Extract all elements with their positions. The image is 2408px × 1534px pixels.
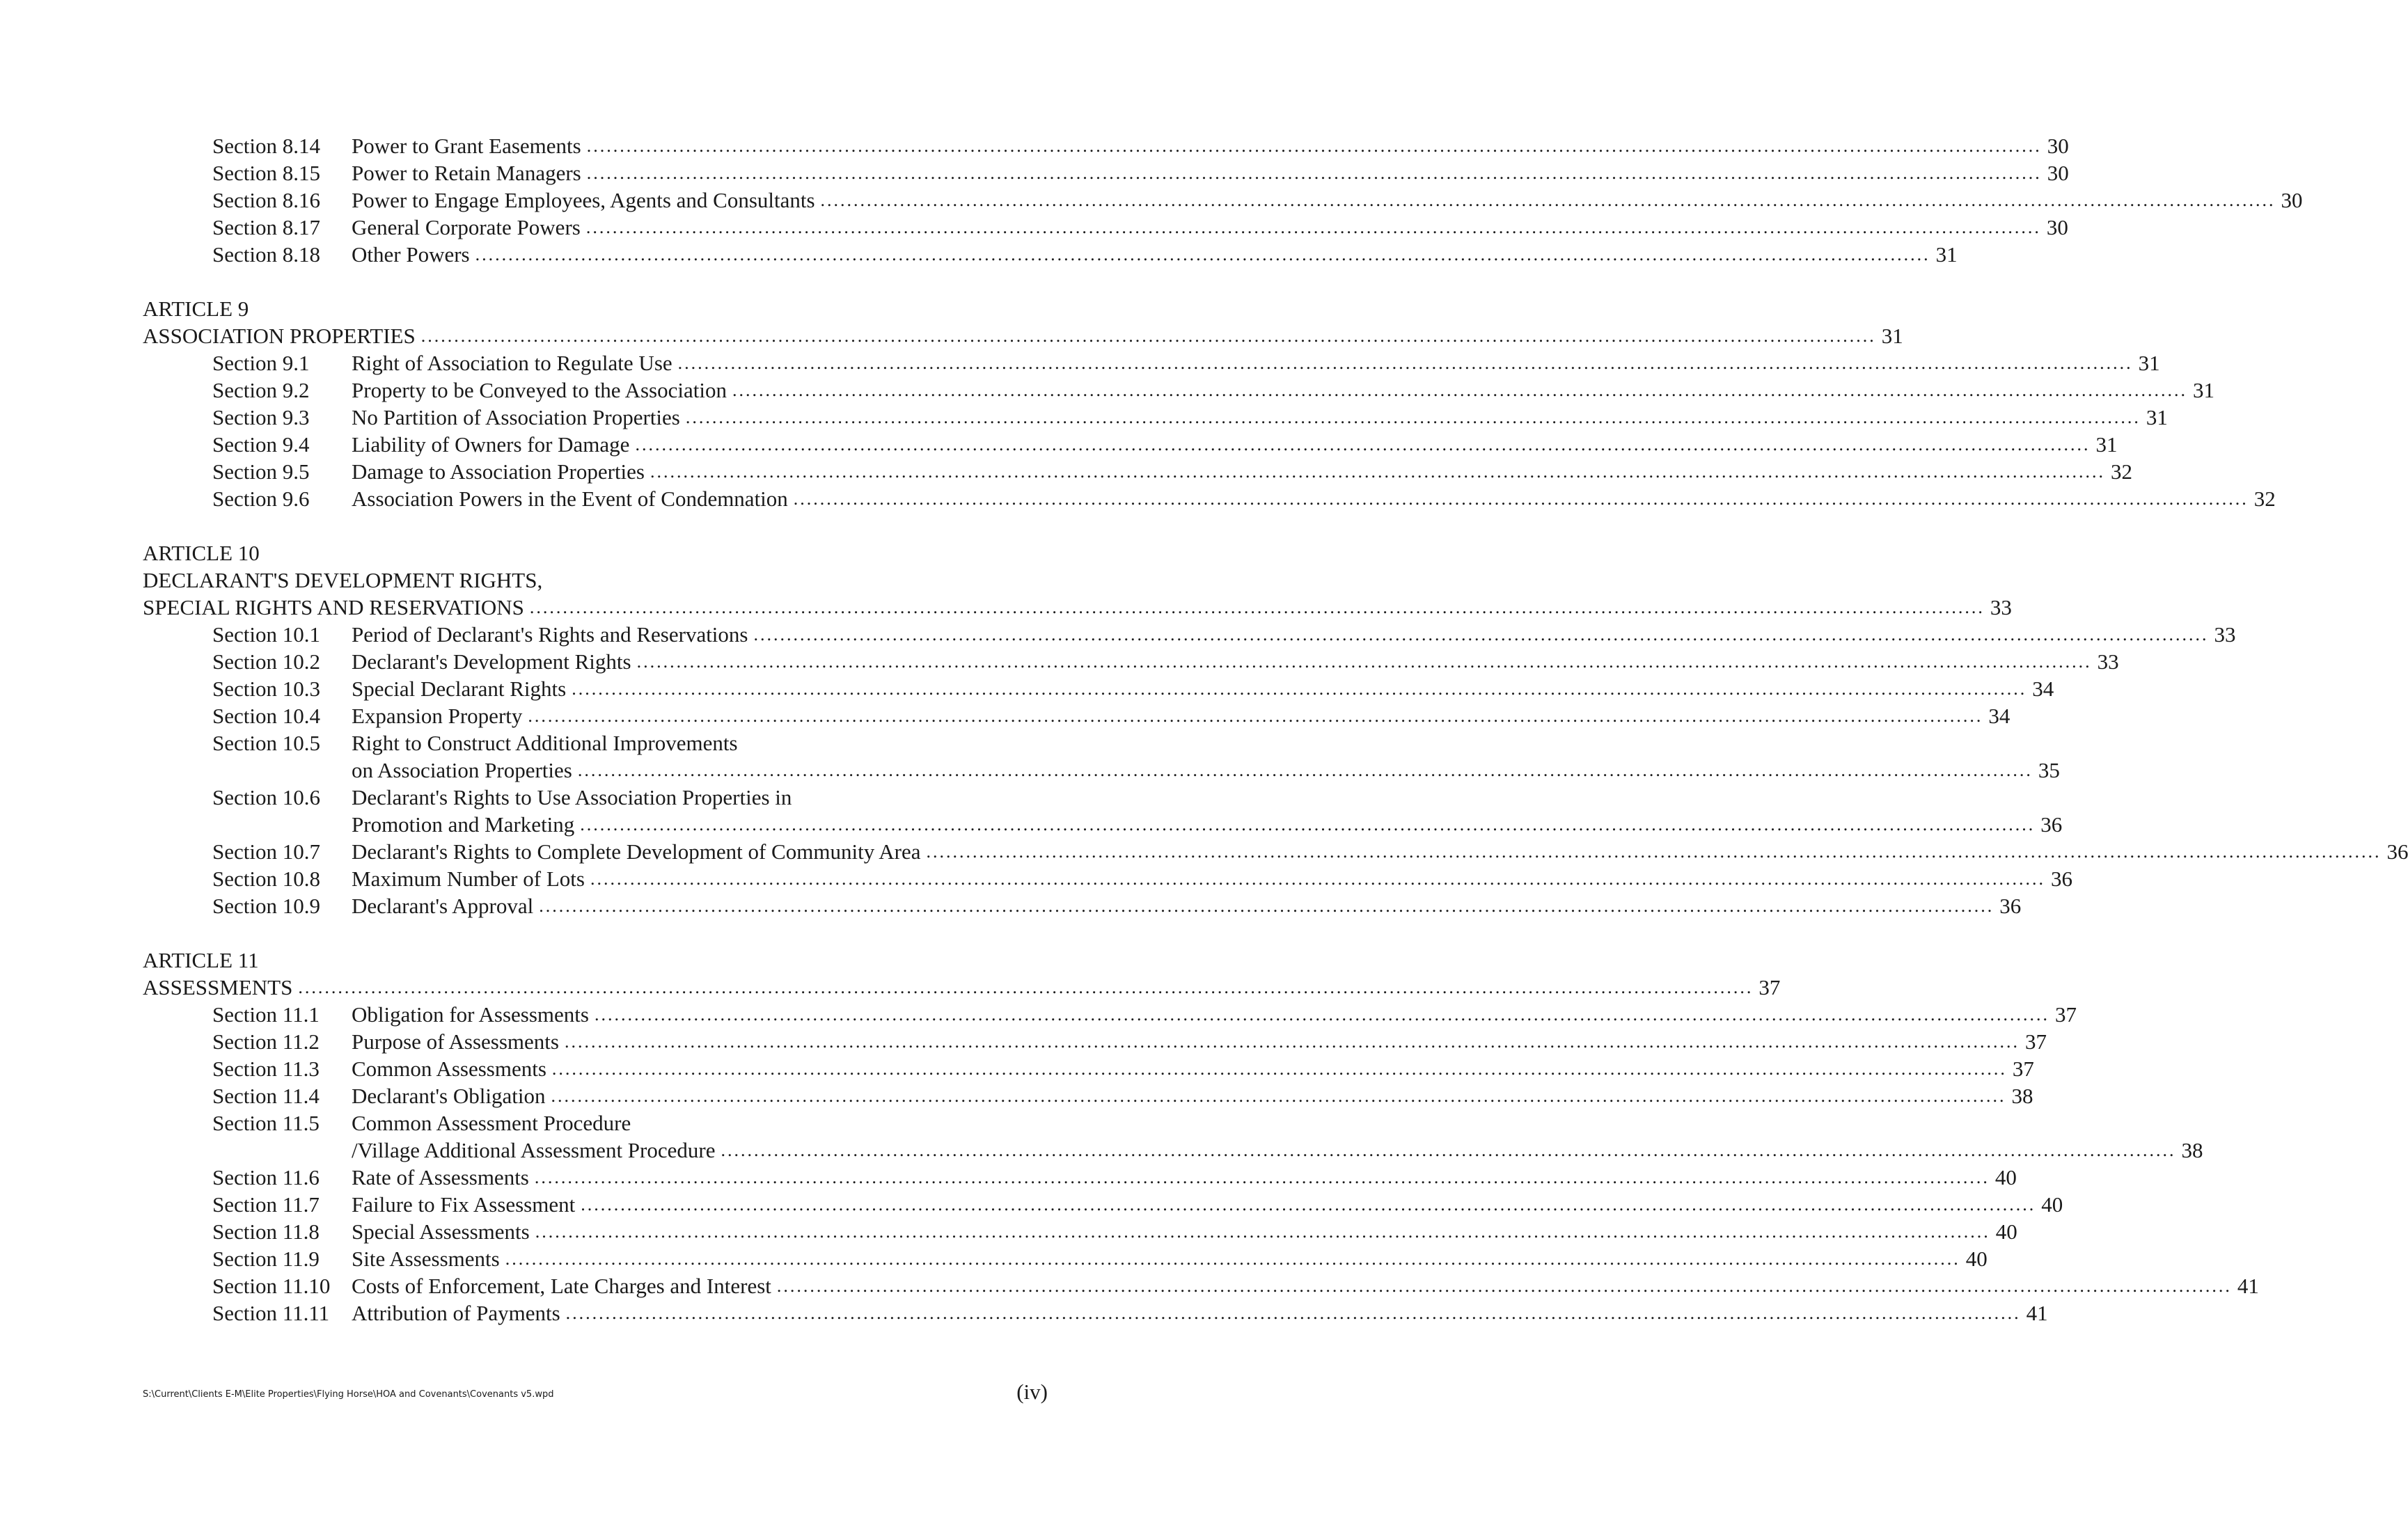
page-number: 30	[2281, 188, 2303, 212]
section-number: Section 11.8	[212, 1219, 320, 1244]
section-number: Section 8.16	[212, 188, 320, 212]
article-title: ARTICLE 11	[143, 948, 259, 972]
dot-leader: ............................................................................................................................................................................................................................	[585, 217, 2041, 237]
toc-entry	[143, 1191, 2063, 1218]
toc-entry	[143, 1218, 2017, 1245]
section-number: Section 11.5	[212, 1111, 320, 1135]
page-number: 40	[2041, 1192, 2063, 1217]
section-title: Other Powers	[352, 242, 470, 267]
section-title: Special Assessments	[352, 1219, 530, 1244]
dot-leader: ............................................................................................................................................................................................................................	[820, 190, 2276, 210]
section-number: Section 10.3	[212, 677, 320, 701]
toc-entry	[143, 377, 2214, 404]
toc-entry	[143, 1245, 1988, 1272]
dot-leader: ............................................................................................................................................................................................................................	[505, 1249, 1960, 1269]
section-number: Section 11.1	[212, 1002, 320, 1027]
dot-leader: ............................................................................................................................................................................................................................	[926, 841, 2382, 862]
section-title: Common Assessments	[352, 1057, 546, 1081]
section-number: Section 10.4	[212, 704, 320, 728]
section-title: Right of Association to Regulate Use	[352, 351, 672, 375]
page-number: 36	[2386, 839, 2408, 864]
section-number: Section 9.4	[212, 432, 310, 457]
page-number: 31	[2192, 378, 2214, 402]
section-number: Section 9.6	[212, 487, 310, 511]
toc-spacer	[143, 268, 1055, 295]
article-title: ARTICLE 9	[143, 296, 249, 321]
section-number: Section 11.4	[212, 1084, 320, 1108]
page-number: 33	[2214, 622, 2236, 647]
section-title: Declarant's Approval	[352, 894, 534, 918]
page-number: 41	[2237, 1274, 2259, 1298]
page-number: 40	[1965, 1247, 1988, 1271]
toc-entry	[143, 675, 2054, 702]
toc-spacer	[143, 919, 1055, 947]
page-number: 38	[2011, 1084, 2033, 1108]
page-number: 37	[2055, 1002, 2077, 1027]
section-title: Damage to Association Properties	[352, 459, 645, 484]
section-title: on Association Properties	[352, 758, 572, 782]
dot-leader: ............................................................................................................................................................................................................................	[635, 434, 2091, 454]
section-title: Costs of Enforcement, Late Charges and Interest	[352, 1274, 771, 1298]
page-number: 31	[2138, 351, 2160, 375]
section-title: Purpose of Assessments	[352, 1029, 559, 1054]
article-heading	[143, 567, 1055, 594]
footer-page-number: (iv)	[1016, 1379, 1048, 1404]
page-number: 34	[1988, 704, 2010, 728]
dot-leader: ............................................................................................................................................................................................................................	[577, 760, 2033, 780]
section-title: Right to Construct Additional Improvements	[352, 731, 738, 755]
article-entry	[143, 974, 1781, 1001]
section-title: Declarant's Obligation	[352, 1084, 546, 1108]
article-title: ASSESSMENTS	[143, 975, 293, 999]
toc-entry	[143, 1055, 2034, 1082]
toc-entry	[143, 431, 2118, 458]
section-title: Power to Retain Managers	[352, 161, 581, 185]
footer-file-path: S:\Current\Clients E-M\Elite Properties\Flying Horse\HOA and Covenants\Covenants v5.wpd	[143, 1389, 554, 1400]
section-number: Section 10.2	[212, 649, 320, 674]
section-number: Section 10.5	[212, 731, 320, 755]
article-heading	[143, 295, 1055, 322]
page-number: 30	[2047, 161, 2069, 185]
toc-entry	[143, 1272, 2259, 1299]
page-number: 31	[2146, 405, 2168, 429]
toc-entry	[143, 1001, 2077, 1028]
section-number: Section 9.1	[212, 351, 310, 375]
dot-leader: ............................................................................................................................................................................................................................	[732, 380, 2187, 400]
dot-leader: ............................................................................................................................................................................................................................	[753, 624, 2209, 645]
section-number: Section 9.5	[212, 459, 310, 484]
toc-entry	[143, 811, 2063, 838]
section-title: Association Powers in the Event of Condemnation	[352, 487, 788, 511]
dot-leader: ............................................................................................................................................................................................................................	[564, 1031, 2020, 1052]
toc-entry	[143, 784, 1055, 811]
section-number: Section 8.14	[212, 134, 320, 158]
section-title: Obligation for Assessments	[352, 1002, 589, 1027]
toc-entry	[143, 1137, 2203, 1164]
page-number: 38	[2181, 1138, 2203, 1162]
dot-leader: ............................................................................................................................................................................................................................	[685, 407, 2141, 427]
toc-entry	[143, 838, 2408, 865]
page-number: 40	[1994, 1165, 2017, 1189]
section-number: Section 8.17	[212, 215, 320, 239]
section-title: Declarant's Development Rights	[352, 649, 631, 674]
section-title: Power to Engage Employees, Agents and Consultants	[352, 188, 815, 212]
section-number: Section 9.2	[212, 378, 310, 402]
toc-entry	[143, 187, 2303, 214]
toc-entry	[143, 132, 2069, 159]
section-title: Promotion and Marketing	[352, 812, 575, 837]
dot-leader: ............................................................................................................................................................................................................................	[565, 1303, 2021, 1323]
toc-entry	[143, 1082, 2033, 1109]
section-number: Section 11.7	[212, 1192, 320, 1217]
section-number: Section 10.1	[212, 622, 320, 647]
dot-leader: ............................................................................................................................................................................................................................	[420, 326, 1876, 346]
page-number: 37	[1758, 975, 1781, 999]
dot-leader: ............................................................................................................................................................................................................................	[529, 597, 1985, 617]
page-number: 36	[2040, 812, 2063, 837]
section-number: Section 11.3	[212, 1057, 320, 1081]
table-of-contents	[143, 132, 2408, 1327]
toc-entry	[143, 404, 2168, 431]
section-number: Section 8.15	[212, 161, 320, 185]
page-number: 36	[2050, 867, 2072, 891]
section-title: /Village Additional Assessment Procedure	[352, 1138, 716, 1162]
toc-spacer	[143, 512, 1055, 539]
page-number: 33	[2097, 649, 2119, 674]
page-number: 30	[2047, 134, 2069, 158]
toc-entry	[143, 729, 1055, 757]
dot-leader: ............................................................................................................................................................................................................................	[636, 651, 2092, 672]
dot-leader: ............................................................................................................................................................................................................................	[793, 489, 2249, 509]
page-number: 35	[2038, 758, 2060, 782]
dot-leader: ............................................................................................................................................................................................................................	[650, 461, 2105, 482]
article-heading	[143, 539, 1055, 567]
dot-leader: ............................................................................................................................................................................................................................	[580, 814, 2036, 835]
section-title: Declarant's Rights to Complete Development of Community Area	[352, 839, 921, 864]
dot-leader: ............................................................................................................................................................................................................................	[586, 136, 2042, 156]
toc-entry	[143, 1164, 2017, 1191]
toc-entry	[143, 458, 2132, 485]
section-title: Failure to Fix Assessment	[352, 1192, 576, 1217]
toc-entry	[143, 1299, 2048, 1327]
page-number: 31	[1881, 324, 1903, 348]
dot-leader: ............................................................................................................................................................................................................................	[551, 1059, 2007, 1079]
section-number: Section 10.7	[212, 839, 320, 864]
section-number: Section 10.6	[212, 785, 320, 809]
page-number: 37	[2012, 1057, 2034, 1081]
page-number: 32	[2253, 487, 2276, 511]
dot-leader: ............................................................................................................................................................................................................................	[572, 679, 2027, 699]
article-entry	[143, 594, 2012, 621]
article-heading	[143, 947, 1055, 974]
toc-entry	[143, 648, 2119, 675]
page-number: 30	[2046, 215, 2068, 239]
dot-leader: ............................................................................................................................................................................................................................	[528, 706, 1983, 726]
article-entry	[143, 322, 1903, 349]
toc-entry	[143, 1028, 2047, 1055]
section-title: Property to be Conveyed to the Association	[352, 378, 727, 402]
dot-leader: ............................................................................................................................................................................................................................	[535, 1221, 1990, 1242]
dot-leader: ............................................................................................................................................................................................................................	[539, 896, 1994, 916]
dot-leader: ............................................................................................................................................................................................................................	[586, 163, 2042, 183]
page-number: 37	[2024, 1029, 2047, 1054]
dot-leader: ............................................................................................................................................................................................................................	[595, 1004, 2049, 1025]
section-title: Site Assessments	[352, 1247, 500, 1271]
section-number: Section 10.8	[212, 867, 320, 891]
section-title: Special Declarant Rights	[352, 677, 567, 701]
toc-entry	[143, 702, 2010, 729]
section-title: Common Assessment Procedure	[352, 1111, 631, 1135]
section-title: General Corporate Powers	[352, 215, 581, 239]
toc-entry	[143, 485, 2276, 512]
toc-entry	[143, 892, 2022, 919]
toc-entry	[143, 757, 2060, 784]
page-number: 32	[2111, 459, 2132, 484]
section-number: Section 11.10	[212, 1274, 331, 1298]
toc-entry	[143, 1109, 1055, 1137]
page-number: 33	[1990, 595, 2012, 619]
section-number: Section 8.18	[212, 242, 320, 267]
section-number: Section 11.9	[212, 1247, 320, 1271]
toc-entry	[143, 349, 2160, 377]
dot-leader: ............................................................................................................................................................................................................................	[551, 1086, 2006, 1106]
section-number: Section 11.11	[212, 1301, 330, 1325]
section-title: Period of Declarant's Rights and Reservations	[352, 622, 748, 647]
toc-entry	[143, 865, 2072, 892]
section-title: Attribution of Payments	[352, 1301, 560, 1325]
section-number: Section 9.3	[212, 405, 310, 429]
toc-entry	[143, 241, 1958, 268]
section-title: Maximum Number of Lots	[352, 867, 585, 891]
page-number: 31	[2095, 432, 2118, 457]
article-title: ASSOCIATION PROPERTIES	[143, 324, 416, 348]
section-title: No Partition of Association Properties	[352, 405, 680, 429]
page-number: 36	[1999, 894, 2022, 918]
section-number: Section 11.2	[212, 1029, 320, 1054]
page-number: 40	[1995, 1219, 2017, 1244]
dot-leader: ............................................................................................................................................................................................................................	[776, 1276, 2232, 1296]
dot-leader: ............................................................................................................................................................................................................................	[721, 1140, 2176, 1160]
section-title: Power to Grant Easements	[352, 134, 581, 158]
section-title: Liability of Owners for Damage	[352, 432, 630, 457]
page-number: 31	[1935, 242, 1958, 267]
page-number: 34	[2032, 677, 2054, 701]
dot-leader: ............................................................................................................................................................................................................................	[534, 1167, 1990, 1187]
section-title: Rate of Assessments	[352, 1165, 529, 1189]
section-title: Expansion Property	[352, 704, 523, 728]
toc-entry	[143, 159, 2069, 187]
article-title: DECLARANT'S DEVELOPMENT RIGHTS,	[143, 568, 543, 592]
dot-leader: ............................................................................................................................................................................................................................	[475, 244, 1930, 264]
article-title: SPECIAL RIGHTS AND RESERVATIONS	[143, 595, 524, 619]
article-title: ARTICLE 10	[143, 541, 260, 565]
toc-entry	[143, 621, 2236, 648]
dot-leader: ............................................................................................................................................................................................................................	[677, 353, 2133, 373]
page-number: 41	[2026, 1301, 2048, 1325]
dot-leader: ............................................................................................................................................................................................................................	[581, 1194, 2036, 1215]
dot-leader: ............................................................................................................................................................................................................................	[298, 977, 1754, 997]
section-number: Section 10.9	[212, 894, 320, 918]
section-number: Section 11.6	[212, 1165, 320, 1189]
toc-entry	[143, 214, 2068, 241]
section-title: Declarant's Rights to Use Association Properties in	[352, 785, 792, 809]
dot-leader: ............................................................................................................................................................................................................................	[590, 869, 2045, 889]
